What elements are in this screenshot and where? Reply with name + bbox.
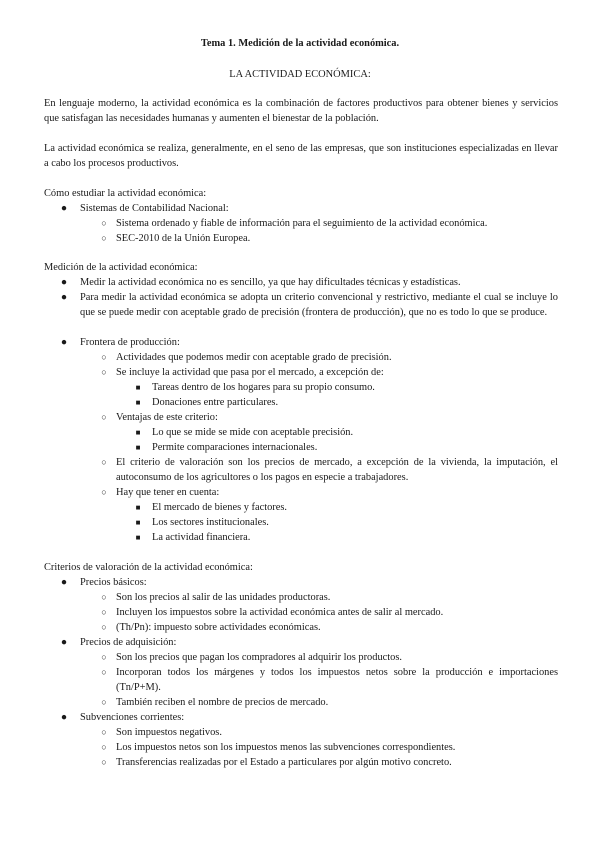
bullet-level2: ○ — [101, 607, 107, 617]
bullet-level3: ■ — [135, 518, 141, 527]
bullet-level2: ○ — [101, 727, 107, 737]
list-item: Frontera de producción: — [80, 337, 180, 348]
bullet-level3: ■ — [135, 428, 141, 437]
list-item: Para medir la actividad económica se adopta un criterio convencional y restrictivo, mediante el cual se incluye lo que se puede medir con aceptable grado de precisión (frontera de producción), que no es todo lo que se produce. — [80, 292, 558, 318]
bullet-level3: ■ — [135, 398, 141, 407]
bullet-level2: ○ — [101, 667, 107, 677]
bullet-level1: ● — [60, 712, 68, 723]
section3-heading: Criterios de valoración de la actividad económica: — [44, 562, 253, 573]
bullet-level2: ○ — [101, 457, 107, 467]
list-item: Se incluye la actividad que pasa por el mercado, a excepción de: — [116, 367, 384, 378]
intro-paragraph: En lenguaje moderno, la actividad económica es la combinación de factores productivos para obtener bienes y servicios que satisfagan las necesidades humanas y aumenten el bienestar de la población. — [44, 98, 558, 124]
list-item: Precios de adquisición: — [80, 637, 177, 648]
list-item: El criterio de valoración son los precios de mercado, a excepción de la vivienda, la imputación, el autoconsumo de los agricultores o los pagos en especie a trabajadores. — [116, 457, 558, 483]
bullet-level2: ○ — [101, 652, 107, 662]
bullet-level1: ● — [60, 337, 68, 348]
bullet-level2: ○ — [101, 487, 107, 497]
bullet-level3: ■ — [135, 533, 141, 542]
bullet-level2: ○ — [101, 218, 107, 228]
list-item: Tareas dentro de los hogares para su propio consumo. — [152, 382, 375, 393]
list-item: Sistema ordenado y fiable de información para el seguimiento de la actividad económica. — [116, 218, 488, 229]
list-item: Son los precios que pagan los compradores al adquirir los productos. — [116, 652, 402, 663]
list-item: Incluyen los impuestos sobre la actividad económica antes de salir al mercado. — [116, 607, 444, 618]
list-item: Los sectores institucionales. — [152, 517, 269, 528]
bullet-level3: ■ — [135, 503, 141, 512]
list-item: Sistemas de Contabilidad Nacional: — [80, 203, 229, 214]
list-item: Actividades que podemos medir con aceptable grado de precisión. — [116, 352, 392, 363]
bullet-level2: ○ — [101, 697, 107, 707]
list-item: Son impuestos negativos. — [116, 727, 222, 738]
bullet-level2: ○ — [101, 742, 107, 752]
list-item: Lo que se mide se mide con aceptable precisión. — [152, 427, 354, 438]
list-item: SEC-2010 de la Unión Europea. — [116, 233, 251, 244]
bullet-level1: ● — [60, 577, 68, 588]
bullet-level2: ○ — [101, 592, 107, 602]
list-item: Precios básicos: — [80, 577, 147, 588]
bullet-level2: ○ — [101, 622, 107, 632]
list-item: El mercado de bienes y factores. — [152, 502, 288, 513]
list-item: Los impuestos netos son los impuestos menos las subvenciones correspondientes. — [116, 742, 456, 753]
list-item: La actividad financiera. — [152, 532, 251, 543]
section2-heading: Medición de la actividad económica: — [44, 262, 198, 273]
list-item: Donaciones entre particulares. — [152, 397, 279, 408]
list-item: Transferencias realizadas por el Estado a particulares por algún motivo concreto. — [116, 757, 452, 768]
section-title: LA ACTIVIDAD ECONÓMICA: — [229, 69, 371, 80]
bullet-level1: ● — [60, 203, 68, 214]
list-item: También reciben el nombre de precios de mercado. — [116, 697, 329, 708]
bullet-level3: ■ — [135, 383, 141, 392]
bullet-level2: ○ — [101, 367, 107, 377]
bullet-level3: ■ — [135, 443, 141, 452]
bullet-level1: ● — [60, 292, 68, 303]
bullet-level2: ○ — [101, 757, 107, 767]
list-item: Permite comparaciones internacionales. — [152, 442, 318, 453]
section1-heading: Cómo estudiar la actividad económica: — [44, 188, 207, 199]
second-paragraph: La actividad económica se realiza, generalmente, en el seno de las empresas, que son instituciones especializadas en llevar a cabo los procesos productivos. — [44, 143, 558, 169]
bullet-level2: ○ — [101, 352, 107, 362]
bullet-level2: ○ — [101, 233, 107, 243]
list-item: Medir la actividad económica no es sencillo, ya que hay dificultades técnicas y estadísticas. — [80, 277, 461, 288]
bullet-level1: ● — [60, 277, 68, 288]
list-item: Subvenciones corrientes: — [80, 712, 185, 723]
document-title: Tema 1. Medición de la actividad económica. — [200, 38, 400, 49]
list-item: Ventajas de este criterio: — [116, 412, 218, 423]
bullet-level1: ● — [60, 637, 68, 648]
list-item: (Th/Pn): impuesto sobre actividades económicas. — [116, 622, 321, 633]
list-item: Hay que tener en cuenta: — [116, 487, 220, 498]
list-item: Son los precios al salir de las unidades productoras. — [116, 592, 331, 603]
bullet-level2: ○ — [101, 412, 107, 422]
list-item: Incorporan todos los márgenes y todos los impuestos netos sobre la producción e importaciones (Tn/P+M). — [116, 667, 558, 693]
